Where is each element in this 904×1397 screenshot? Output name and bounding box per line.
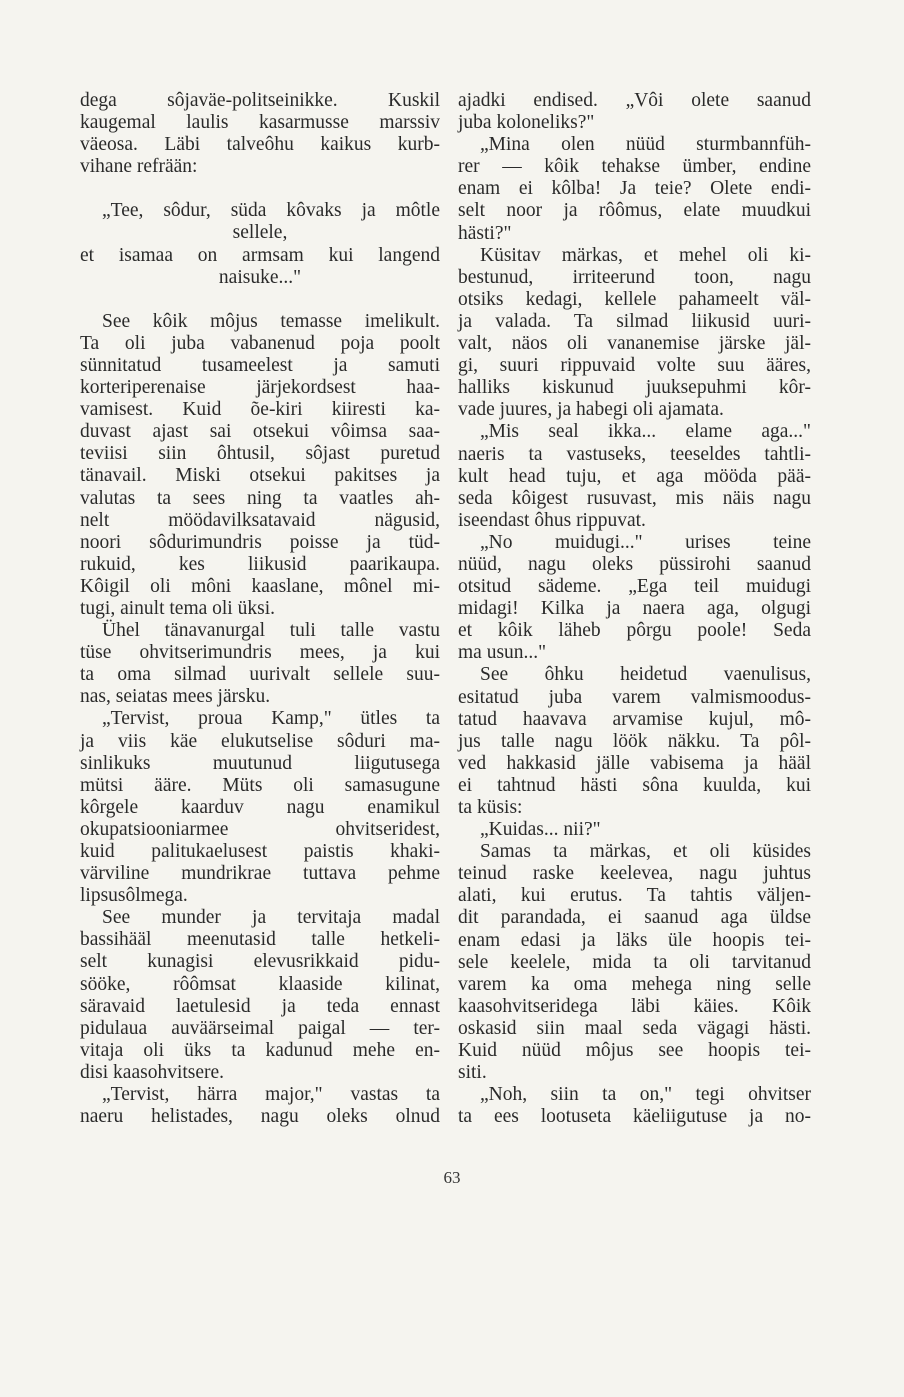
page-number: 63 <box>443 1168 461 1187</box>
text-line: Kuid nüüd môjus see hoopis tei- <box>458 1040 811 1062</box>
text-line: kuid palitukaelusest paistis khaki- <box>80 841 440 862</box>
text-line: seda kôigest rusuvast, mis näis nagu <box>458 487 811 509</box>
text-line: „No muidugi..." urises teine <box>480 531 811 553</box>
text-line: ja valada. Ta silmad liikusid uuri- <box>458 310 811 332</box>
text-line: mütsi ääre. Müts oli samasugune <box>80 774 440 796</box>
text-line: dit parandada, ei saanud aga üldse <box>458 907 811 929</box>
text-line: nüüd, nagu oleks püssirohi saanud <box>458 553 811 575</box>
text-line: Kôigil oli môni kaaslane, mônel mi- <box>80 575 440 597</box>
text-line: bassihääl meenutasid talle hetkeli- <box>80 929 440 951</box>
text-line: duvast ajast sai otsekui vôimsa saa- <box>80 421 440 443</box>
text-line: „Noh, siin ta on," tegi ohvitser <box>480 1084 811 1106</box>
text-line: iseendast ôhus rippuvat. <box>458 509 646 531</box>
text-line: ta ees lootuseta käeliigutuse ja no- <box>458 1106 811 1128</box>
text-line: tugi, ainult tema oli üksi. <box>80 597 275 619</box>
text-line: sellele, <box>232 222 288 244</box>
text-line: rukuid, kes liikusid paarikaupa. <box>80 553 440 575</box>
text-line: et isamaa on armsam kui langend <box>80 244 440 266</box>
text-line: gi, suuri rippuvaid volte suu ääres, <box>458 355 811 377</box>
paragraph-gap <box>80 289 440 311</box>
text-line: varem ka oma mehega ning selle <box>458 973 811 995</box>
text-line: jus talle nagu löök näkku. Ta pôl- <box>458 730 811 752</box>
text-line: sele keelele, mida ta oli tarvitanud <box>458 951 811 973</box>
left-text-column <box>80 90 440 1128</box>
text-line: kaugemal laulis kasarmusse marssiv <box>80 112 440 134</box>
text-line: „Mis seal ikka... elame aga..." <box>480 421 811 443</box>
text-line: nelt möödavilksatavaid nägusid, <box>80 509 440 531</box>
text-line: pidulaua auväärseimal paigal — ter- <box>80 1017 440 1039</box>
text-line: tänavail. Miski otsekui pakitses ja <box>80 465 440 487</box>
text-line: „Mina olen nüüd sturmbannfüh- <box>480 134 811 156</box>
text-line: kôrgele kaarduv nagu enamikul <box>80 796 440 818</box>
text-line: oskasid siin maal seda vägagi hästi. <box>458 1017 811 1039</box>
text-line: „Tervist, proua Kamp," ütles ta <box>102 708 440 730</box>
text-line: säravaid laetulesid ja teda ennast <box>80 995 440 1017</box>
text-line: valutas ta sees ning ta vaatles ah- <box>80 487 440 509</box>
text-line: naisuke..." <box>218 266 302 288</box>
text-line: teviisi siin ôhtusil, sôjast puretud <box>80 443 440 465</box>
text-line: otsitud sädeme. „Ega teil muidugi <box>458 576 811 598</box>
text-line: selt noor ja rôômus, elate muudkui <box>458 200 811 222</box>
text-line: See kôik môjus temasse imelikult. <box>102 310 440 332</box>
text-line: Ta oli juba vabanenud poja poolt <box>80 332 440 354</box>
text-line: rer — kôik tehakse ümber, endine <box>458 156 811 178</box>
text-line: Samas ta märkas, et oli küsides <box>480 841 811 863</box>
text-line: ja viis käe elukutselise sôduri ma- <box>80 730 440 752</box>
text-line: kult head tuju, et aga mööda pää- <box>458 465 811 487</box>
text-line: sünnitatud tusameelest ja samuti <box>80 354 440 376</box>
text-line: vamisest. Kuid õe-kiri kiiresti ka- <box>80 399 440 421</box>
text-line: enam ei kôlba! Ja teie? Olete endi- <box>458 178 811 200</box>
text-line: „Tee, sôdur, süda kôvaks ja môtle <box>102 200 440 222</box>
text-line: Küsitav märkas, et mehel oli ki- <box>480 244 811 266</box>
text-line: „Kuidas... nii?" <box>480 819 601 841</box>
text-line: otsiks kedagi, kellele pahameelt väl- <box>458 288 811 310</box>
text-line: halliks kiskunud juuksepuhmi kôr- <box>458 377 811 399</box>
text-line: See munder ja tervitaja madal <box>102 907 440 929</box>
text-line: bestunud, irriteerund toon, nagu <box>458 266 811 288</box>
text-line: See ôhku heidetud vaenulisus, <box>480 664 811 686</box>
text-line: „Tervist, härra major," vastas ta <box>102 1084 440 1106</box>
text-line: tüse ohvitserimundris mees, ja kui <box>80 642 440 664</box>
text-line: Ühel tänavanurgal tuli talle vastu <box>102 620 440 642</box>
text-line: siti. <box>458 1062 487 1084</box>
right-text-column <box>458 90 811 1128</box>
text-line: juba koloneliks?" <box>458 112 595 134</box>
text-line: disi kaasohvitsere. <box>80 1061 225 1083</box>
text-line: hästi?" <box>458 222 512 244</box>
text-line: vitaja oli üks ta kadunud mehe en- <box>80 1039 440 1061</box>
text-line: sööke, rôômsat klaaside kilinat, <box>80 973 440 995</box>
text-line: esitatud juba varem valmismoodus- <box>458 686 811 708</box>
text-line: teinud raske keelevea, nagu juhtus <box>458 863 811 885</box>
text-line: kaasohvitseridega läbi käies. Kôik <box>458 995 811 1017</box>
text-line: lipsusôlmega. <box>80 885 188 907</box>
text-line: midagi! Kilka ja naera aga, olgugi <box>458 598 811 620</box>
text-line: ta oma silmad uurivalt sellele suu- <box>80 664 440 686</box>
text-line: korteriperenaise järjekordsest haa- <box>80 377 440 399</box>
text-line: naeris ta vastuseks, teeseldes tahtli- <box>458 443 811 465</box>
text-line: et kôik läheb pôrgu poole! Seda <box>458 620 811 642</box>
text-line: dega sôjaväe-politseinikke. Kuskil <box>80 90 440 111</box>
text-line: ved hakkasid jälle vabisema ja hääl <box>458 752 811 774</box>
text-line: noori sôdurimundris poisse ja tüd- <box>80 531 440 553</box>
text-line: valt, näos oli vananemise järske jäl- <box>458 333 811 355</box>
text-line: nas, seiatas mees järsku. <box>80 686 271 708</box>
text-line: okupatsiooniarmee ohvitseridest, <box>80 818 440 840</box>
text-line: sinlikuks muutunud liigutusega <box>80 752 440 774</box>
text-line: ta küsis: <box>458 797 523 818</box>
text-line: ma usun..." <box>458 642 547 664</box>
text-line: alati, kui erutus. Ta tahtis väljen- <box>458 885 811 907</box>
text-line: ajadki endised. „Vôi olete saanud <box>458 90 811 111</box>
text-line: enam edasi ja läks üle hoopis tei- <box>458 929 811 951</box>
text-line: värviline mundrikrae tuttava pehme <box>80 863 440 885</box>
text-line: naeru helistades, nagu oleks olnud <box>80 1106 440 1128</box>
paragraph-gap <box>80 178 440 200</box>
text-line: vihane refrään: <box>80 156 198 178</box>
text-line: tatud haavava arvamise kujul, mô- <box>458 708 811 730</box>
text-line: selt kunagisi elevusrikkaid pidu- <box>80 951 440 973</box>
text-line: vade juures, ja habegi oli ajamata. <box>458 399 724 421</box>
text-line: ei tahtnud hästi sôna kuulda, kui <box>458 774 811 796</box>
text-line: väeosa. Läbi talveôhu kaikus kurb- <box>80 134 440 156</box>
